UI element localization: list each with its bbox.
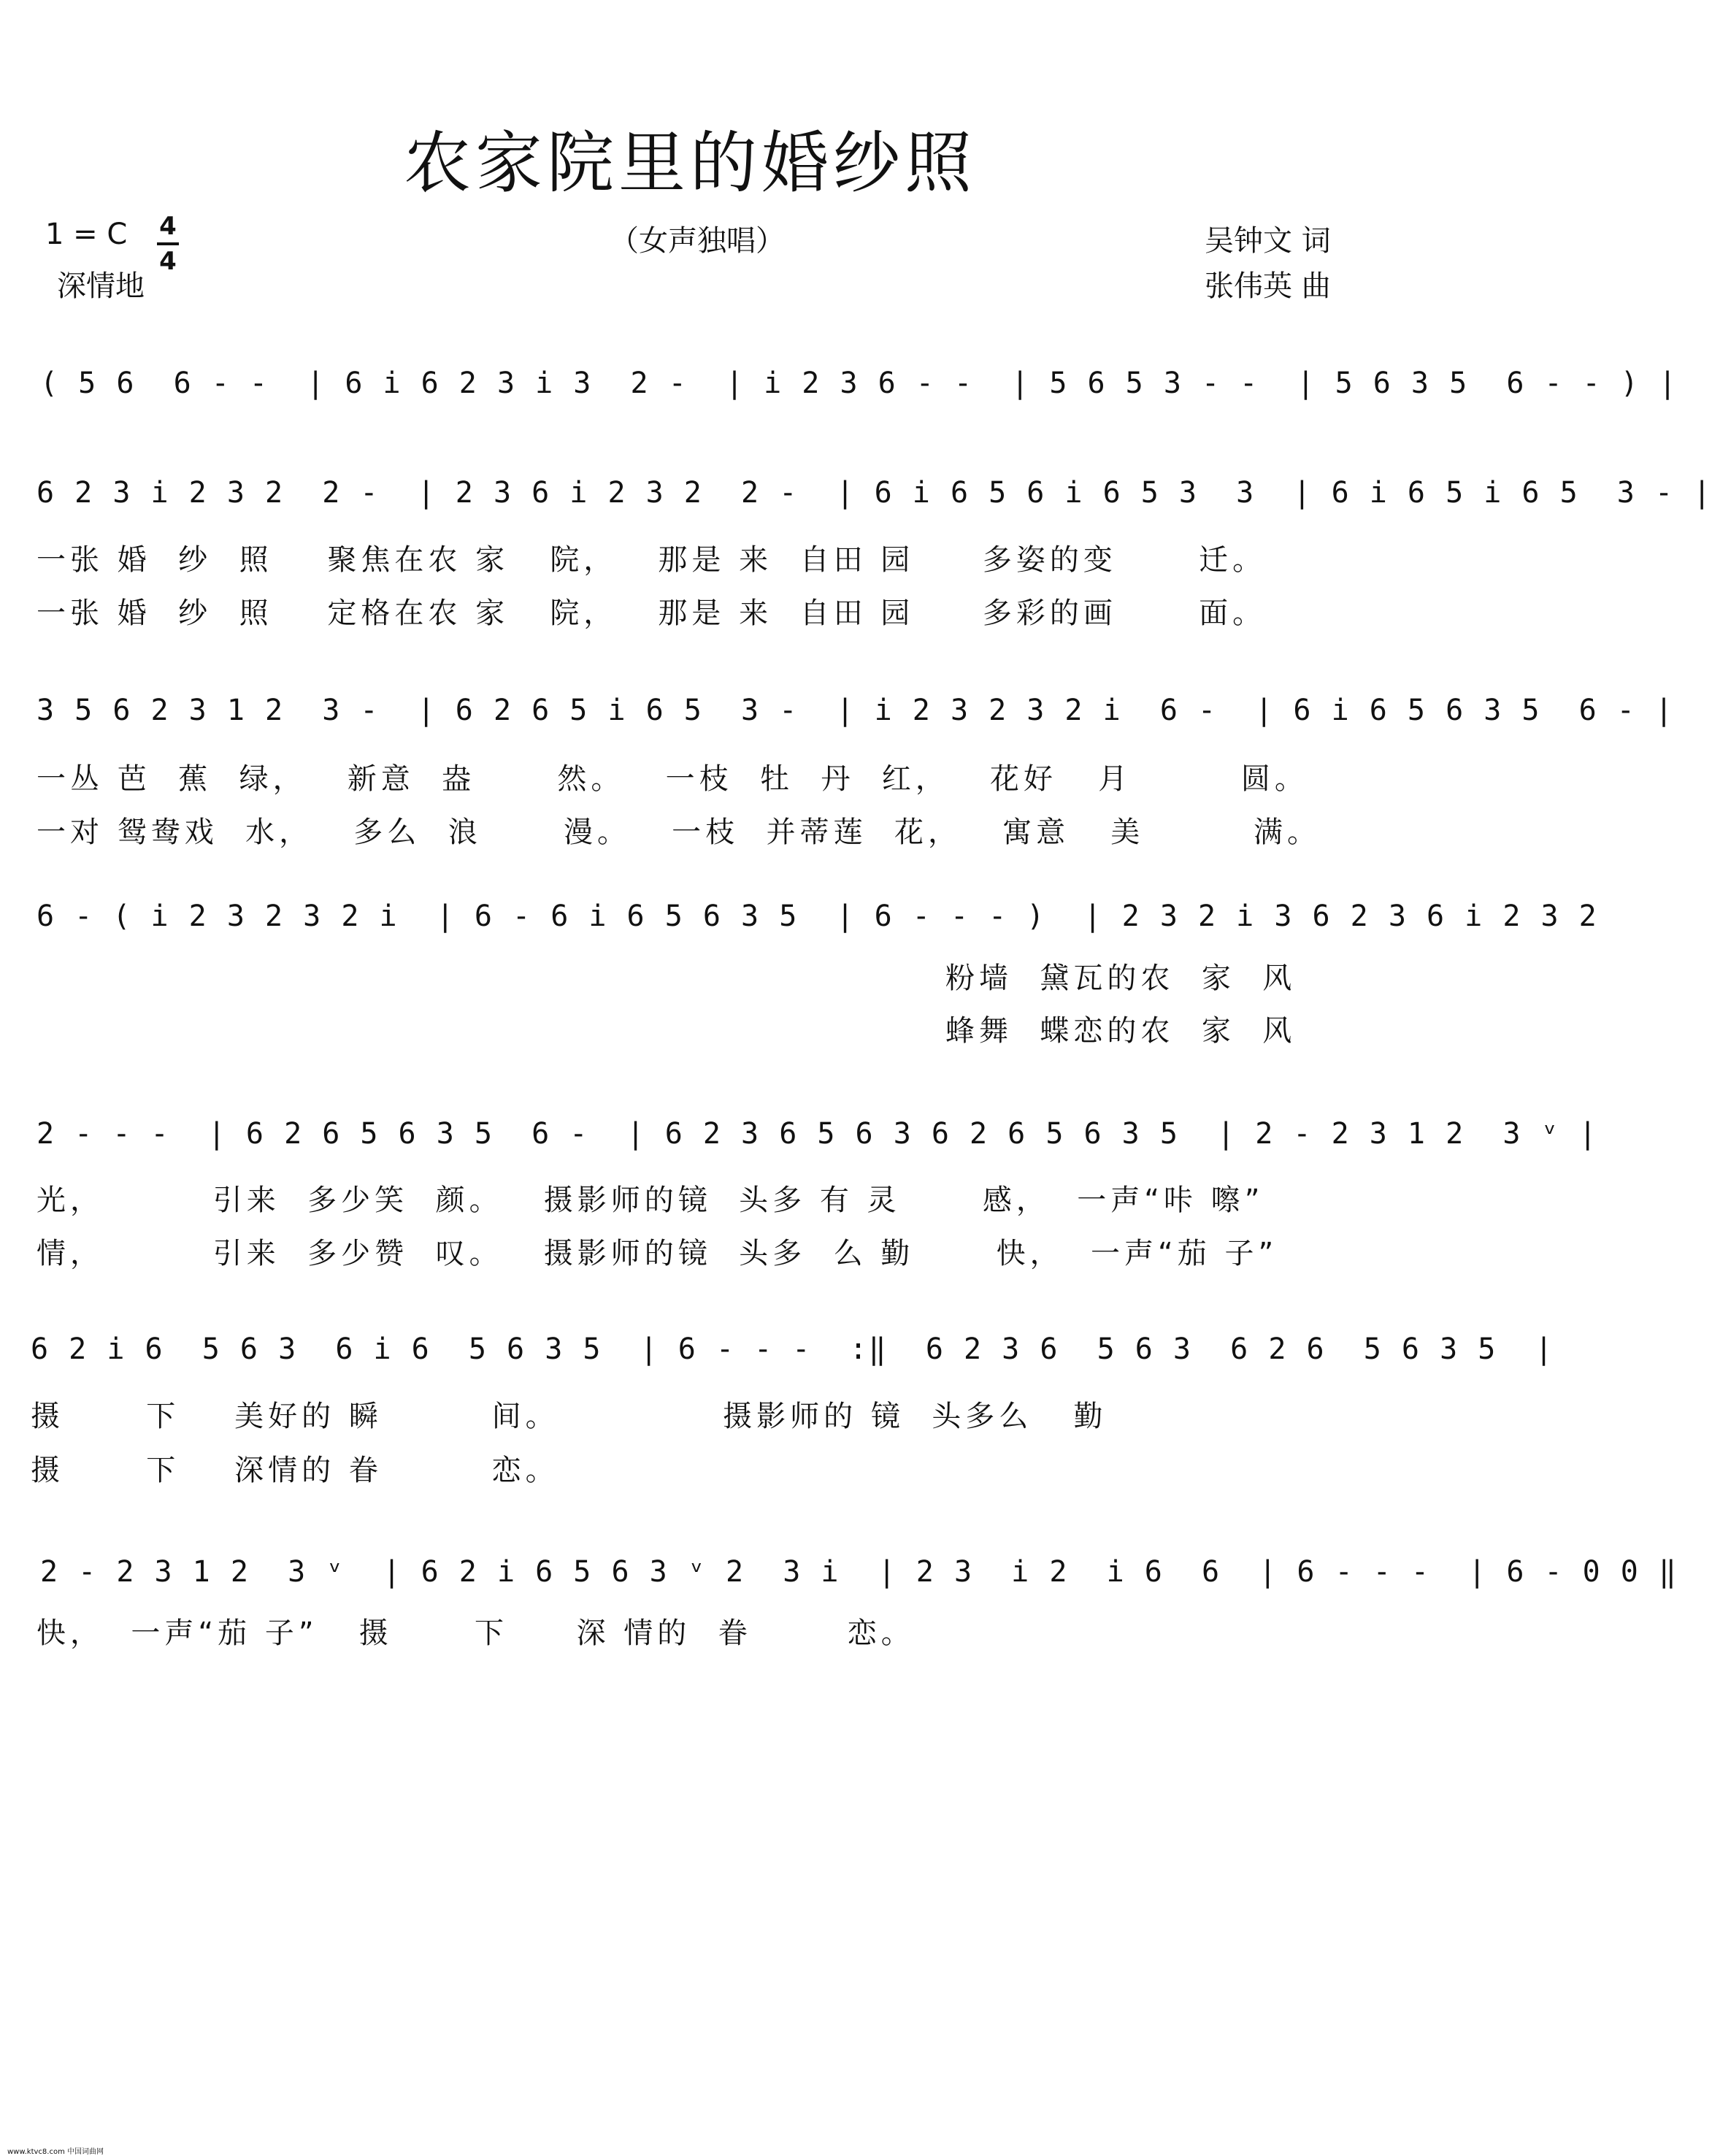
notation-line: 2 - - - | 6 2 6 5 6 3 5 6 - | 6 2 3 6 5 6 3 6 2 6 5 6 3 5 | 2 - 2 3 1 2 3 ᵛ | bbox=[37, 1117, 1598, 1151]
time-signature bbox=[157, 212, 179, 276]
lyricist-credit: 吴钟文 词 bbox=[1205, 224, 1331, 258]
lyric-line: 粉墙 黛瓦的农 家 风 bbox=[945, 962, 1297, 995]
notation-line: 6 2 3 i 2 3 2 2 - | 2 3 6 i 2 3 2 2 - | 6 i 6 5 6 i 6 5 3 3 | 6 i 6 5 i 6 5 3 - | bbox=[37, 476, 1712, 510]
subtitle: （女声独唱） bbox=[610, 224, 785, 258]
lyric-line: 摄 下 深情的 眷 恋。 bbox=[31, 1454, 559, 1487]
composer-credit: 张伟英 曲 bbox=[1205, 269, 1331, 303]
lyric-line: 蜂舞 蝶恋的农 家 风 bbox=[945, 1014, 1297, 1048]
lyric-line: 一张 婚 纱 照 聚焦在农 家 院， 那是 来 自田 园 多姿的变 迁。 bbox=[37, 543, 1267, 577]
time-signature-bottom: 4 bbox=[159, 247, 177, 276]
song-title: 农家院里的婚纱照 bbox=[403, 124, 976, 202]
notation-line: 6 - ( i 2 3 2 3 2 i | 6 - 6 i 6 5 6 3 5 | 6 - - - ) | 2 3 2 i 3 6 2 3 6 i 2 3 2 bbox=[37, 899, 1598, 933]
lyric-line: 摄 下 美好的 瞬 间。 摄影师的 镜 头多么 勤 bbox=[31, 1400, 1108, 1433]
lyric-line: 光， 引来 多少笑 颜。 摄影师的镜 头多 有 灵 感， 一声“咔 嚓” bbox=[37, 1184, 1264, 1217]
notation-line: 2 - 2 3 1 2 3 ᵛ | 6 2 i 6 5 6 3 ᵛ 2 3 i | 2 3 i 2 i 6 6 | 6 - - - | 6 - 0 0 ‖ bbox=[40, 1555, 1678, 1589]
time-signature-divider bbox=[157, 242, 179, 245]
time-signature-top: 4 bbox=[159, 212, 177, 241]
notation-line: 6 2 i 6 5 6 3 6 i 6 5 6 3 5 | 6 - - - :‖ 6 2 3 6 5 6 3 6 2 6 5 6 3 5 | bbox=[31, 1332, 1554, 1366]
lyric-line: 情， 引来 多少赞 叹。 摄影师的镜 头多 么 勤 快， 一声“茄 子” bbox=[37, 1237, 1278, 1270]
tempo-marking: 深情地 bbox=[57, 269, 145, 303]
lyric-line: 快， 一声“茄 子” 摄 下 深 情的 眷 恋。 bbox=[37, 1616, 915, 1650]
lyric-line: 一丛 芭 蕉 绿， 新意 盎 然。 一枝 牡 丹 红， 花好 月 圆。 bbox=[37, 762, 1308, 796]
lyric-line: 一张 婚 纱 照 定格在农 家 院， 那是 来 自田 园 多彩的画 面。 bbox=[37, 596, 1267, 630]
notation-line: ( 5 6 6 - - | 6 i 6 2 3 i 3 2 - | i 2 3 6 - - | 5 6 5 3 - - | 5 6 3 5 6 - - ) | bbox=[40, 367, 1678, 400]
key-signature: 1 = C bbox=[45, 218, 128, 251]
notation-line: 3 5 6 2 3 1 2 3 - | 6 2 6 5 i 6 5 3 - | i 2 3 2 3 2 i 6 - | 6 i 6 5 6 3 5 6 - | bbox=[37, 694, 1675, 727]
site-footer: www.ktvc8.com 中国词曲网 bbox=[7, 2148, 104, 2156]
lyric-line: 一对 鸳鸯戏 水， 多么 浪 漫。 一枝 并蒂莲 花， 寓意 美 满。 bbox=[37, 816, 1321, 849]
